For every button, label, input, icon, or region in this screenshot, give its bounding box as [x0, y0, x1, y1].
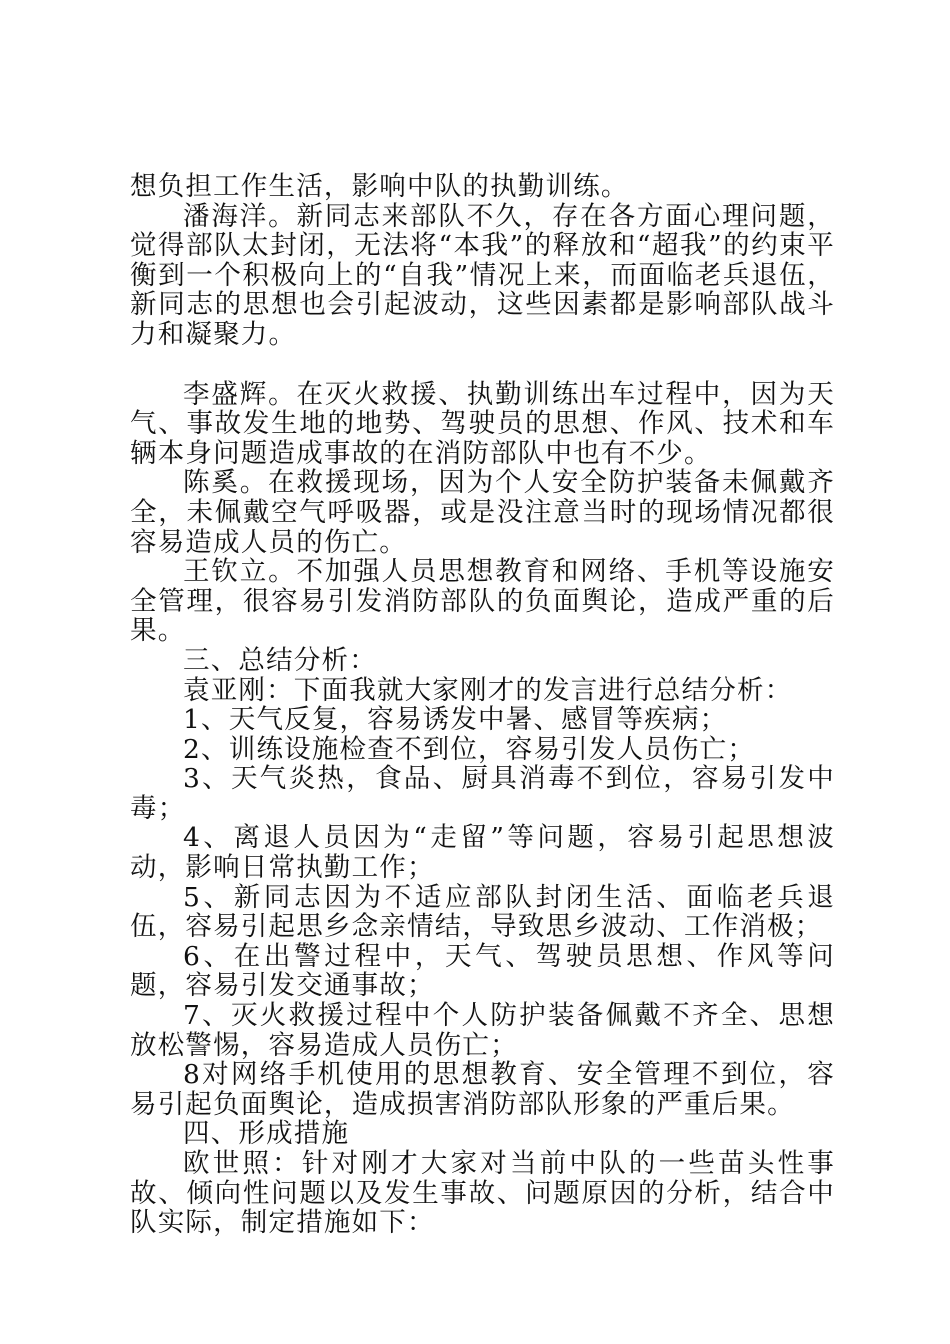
list-item: 4、离退人员因为“走留”等问题，容易引起思想波动，影响日常执勤工作；	[130, 822, 835, 884]
paragraph: 欧世照：针对刚才大家对当前中队的一些苗头性事故、倾向性问题以及发生事故、问题原因的分析，结合中队实际，制定措施如下：	[130, 1148, 835, 1239]
list-item: 6、在出警过程中，天气、驾驶员思想、作风等问题，容易引发交通事故；	[130, 940, 835, 1002]
paragraph: 袁亚刚：下面我就大家刚才的发言进行总结分析：	[183, 674, 793, 706]
list-item: 2、训练设施检查不到位，容易引发人员伤亡；	[183, 733, 756, 765]
list-item: 7、灭火救援过程中个人防护装备佩戴不齐全、思想放松警惕，容易造成人员伤亡；	[130, 1000, 835, 1061]
section-heading: 三、总结分析：	[183, 644, 377, 676]
paragraph: 李盛辉。在灭火救援、执勤训练出车过程中，因为天气、事故发生地的地势、驾驶员的思想、作风、技术和车辆本身问题造成事故的在消防部队中也有不少。	[130, 378, 835, 469]
document-body	[130, 172, 835, 1238]
list-item: 8对网络手机使用的思想教育、安全管理不到位，容易引起负面舆论，造成损害消防部队形象的严重后果。	[130, 1059, 835, 1120]
list-item: 1、天气反复，容易诱发中暑、感冒等疾病；	[183, 704, 728, 736]
paragraph: 王钦立。不加强人员思想教育和网络、手机等设施安全管理，很容易引发消防部队的负面舆论，造成严重的后果。	[130, 556, 835, 647]
paragraph: 潘海洋。新同志来部队不久，存在各方面心理问题，觉得部队太封闭，无法将“本我”的释放和“超我”的约束平衡到一个积极向上的“自我”情况上来，而面临老兵退伍，新同志的思想也会引起波动，这些因素都是影响部队战斗力和凝聚力。	[130, 200, 835, 350]
paragraph: 陈奚。在救援现场，因为个人安全防护装备未佩戴齐全，未佩戴空气呼吸器，或是没注意当时的现场情况都很容易造成人员的伤亡。	[130, 467, 835, 558]
list-item: 3、天气炎热，食品、厨具消毒不到位，容易引发中毒；	[130, 763, 835, 824]
section-heading: 四、形成措施	[183, 1118, 350, 1150]
paragraph-gap	[130, 350, 835, 380]
paragraph: 想负担工作生活，影响中队的执勤训练。	[130, 171, 629, 202]
list-item: 5、新同志因为不适应部队封闭生活、面临老兵退伍，容易引起思乡念亲情结，导致思乡波动、工作消极；	[130, 881, 835, 943]
